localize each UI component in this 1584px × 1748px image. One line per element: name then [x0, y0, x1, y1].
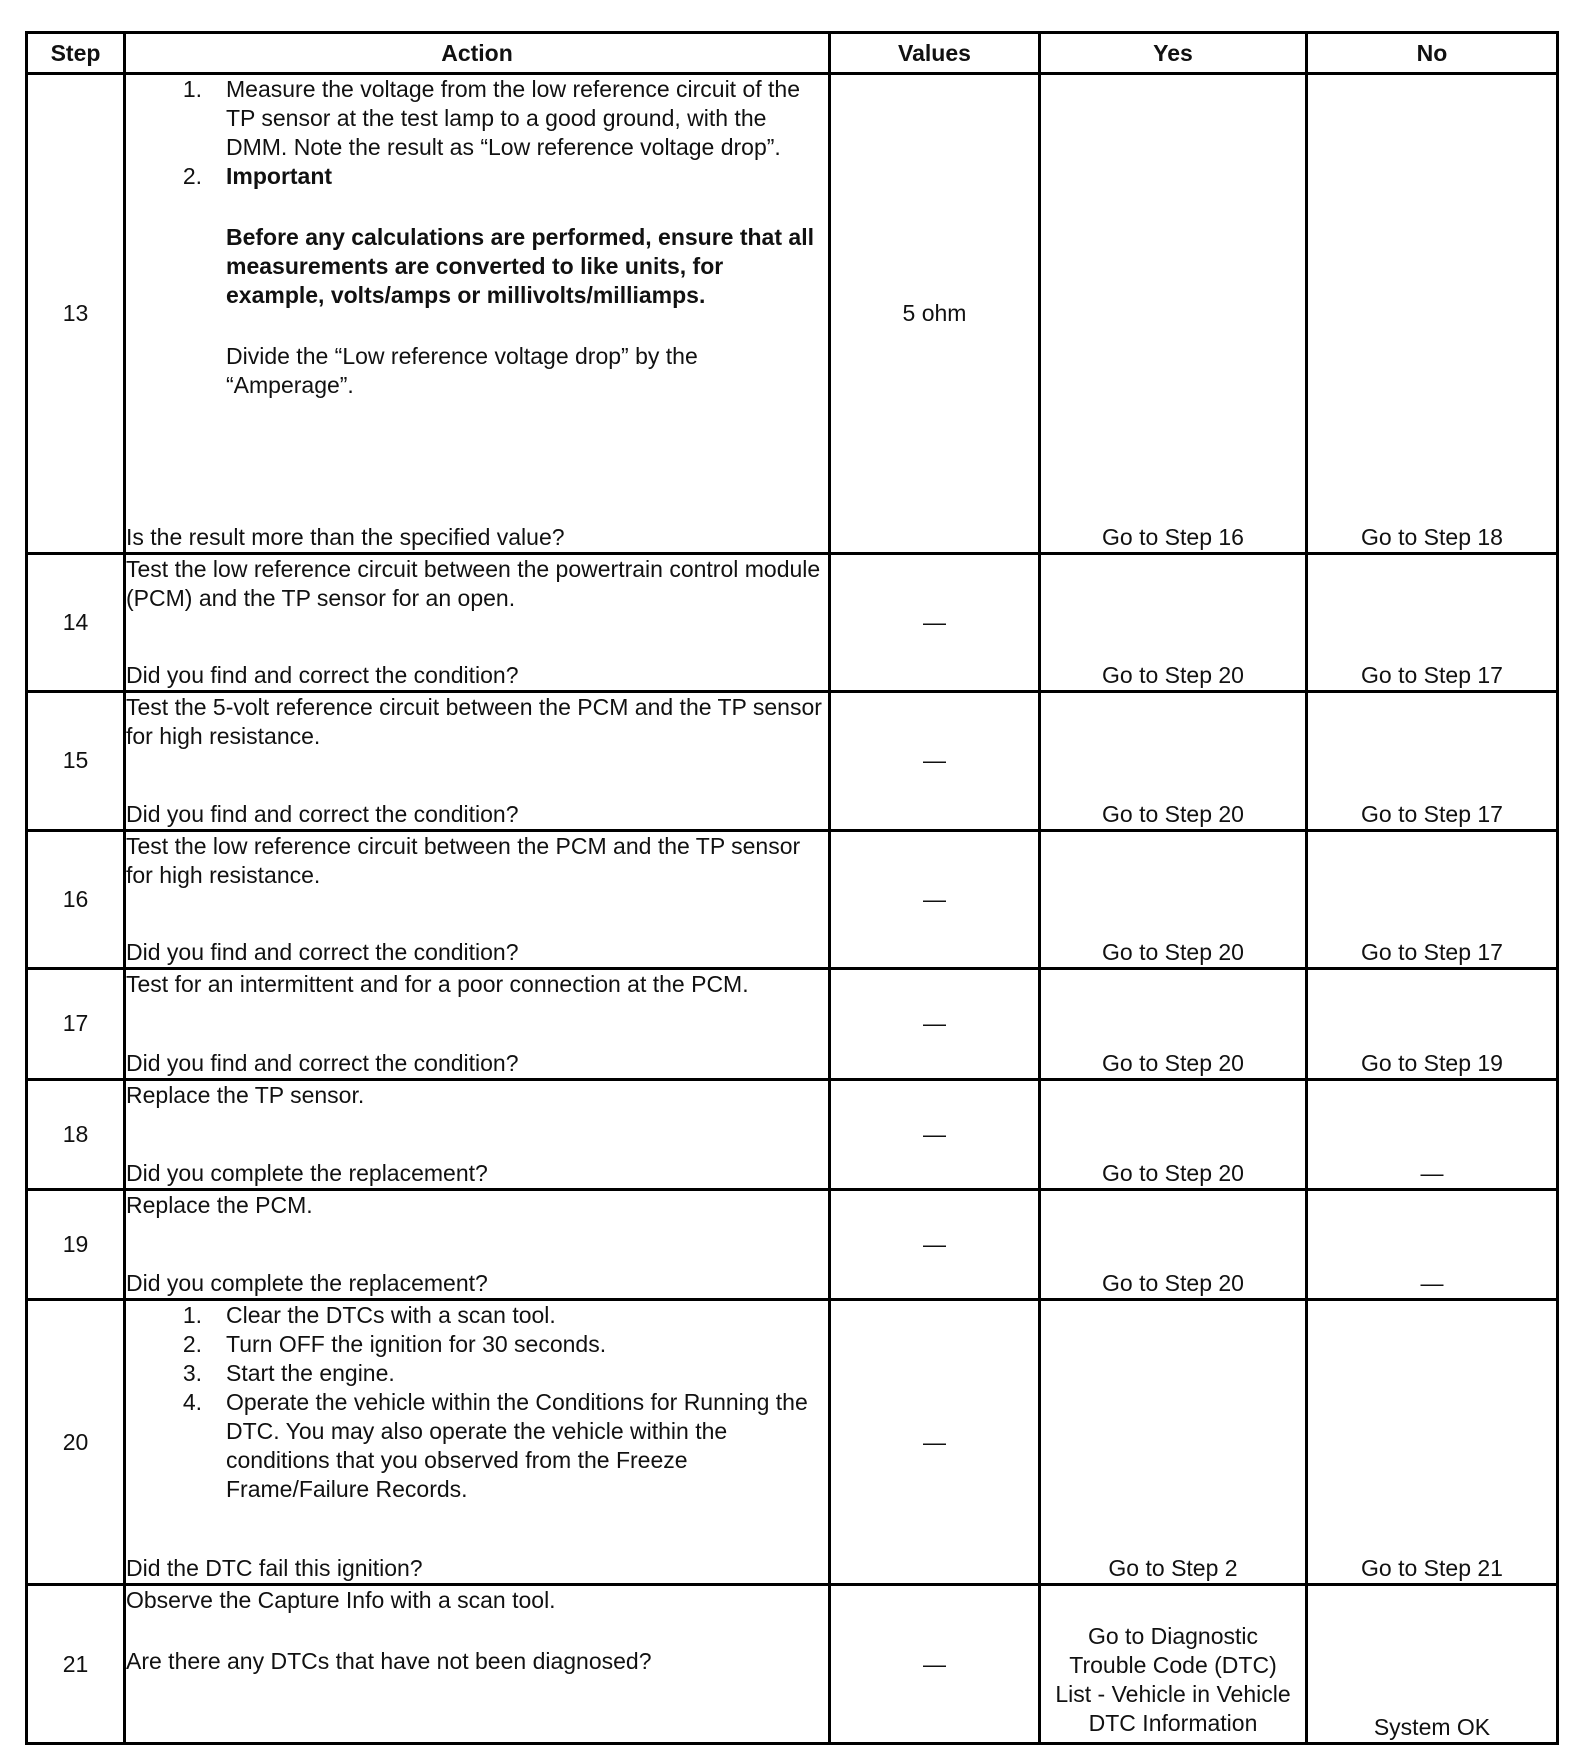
step-number: 21 — [27, 1585, 125, 1744]
action-text: Test the low reference circuit between the powertrain control module (PCM) and the TP sensor for an open. — [126, 555, 821, 611]
no-cell: Go to Step 19 — [1307, 969, 1558, 1079]
no-cell: Go to Step 17 — [1307, 692, 1558, 830]
action-question: Did you complete the replacement? — [126, 1270, 488, 1297]
value-cell: — — [830, 1300, 1040, 1585]
no-cell: Go to Step 21 — [1307, 1300, 1558, 1585]
step-number: 13 — [27, 74, 125, 554]
action-question: Is the result more than the specified value? — [126, 523, 565, 550]
list-item: 2. Turn OFF the ignition for 30 seconds. — [182, 1331, 607, 1358]
table-row — [27, 1079, 1558, 1189]
table-row — [27, 1300, 1558, 1585]
no-cell: Go to Step 18 — [1307, 74, 1558, 554]
yes-cell: Go to Step 20 — [1040, 1189, 1307, 1299]
yes-cell: Go to Step 20 — [1040, 1079, 1307, 1189]
step-number: 19 — [27, 1189, 125, 1299]
yes-cell: Go to Diagnostic Trouble Code (DTC) List - Vehicle in Vehicle DTC Information — [1040, 1585, 1307, 1744]
value-cell: — — [830, 1585, 1040, 1744]
diagnostic-table — [25, 31, 1559, 1745]
list-item: 3. Start the engine. — [182, 1360, 395, 1387]
value-cell: — — [830, 1189, 1040, 1299]
action-cell — [125, 1189, 830, 1299]
table-row — [27, 830, 1558, 968]
action-question: Did you find and correct the condition? — [126, 800, 519, 827]
action-text: Observe the Capture Info with a scan tool. — [126, 1587, 556, 1614]
action-question: Did the DTC fail this ignition? — [126, 1555, 423, 1582]
action-text: Test the 5-volt reference circuit between the PCM and the TP sensor for high resistance. — [126, 694, 822, 750]
yes-cell: Go to Step 20 — [1040, 969, 1307, 1079]
action-question: Did you find and correct the condition? — [126, 939, 519, 966]
table-row — [27, 1189, 1558, 1299]
value-cell: — — [830, 553, 1040, 691]
action-cell — [125, 1585, 830, 1744]
header-action: Action — [125, 33, 830, 74]
action-question: Did you find and correct the condition? — [126, 1049, 519, 1076]
action-question: Did you complete the replacement? — [126, 1159, 488, 1186]
action-list — [126, 1301, 828, 1504]
table-row — [27, 1585, 1558, 1744]
yes-cell: Go to Step 20 — [1040, 830, 1307, 968]
header-no: No — [1307, 33, 1558, 74]
yes-cell: Go to Step 20 — [1040, 692, 1307, 830]
action-cell — [125, 830, 830, 968]
action-text: Test for an intermittent and for a poor connection at the PCM. — [126, 971, 749, 998]
step-number: 15 — [27, 692, 125, 830]
action-cell — [125, 553, 830, 691]
no-cell: — — [1307, 1079, 1558, 1189]
action-list — [126, 75, 828, 191]
header-step: Step — [27, 33, 125, 74]
calculation-note: Divide the “Low reference voltage drop” by the “Amperage”. — [226, 343, 698, 398]
action-text: Replace the TP sensor. — [126, 1081, 365, 1108]
table-row — [27, 553, 1558, 691]
action-cell — [125, 74, 830, 554]
yes-cell: Go to Step 20 — [1040, 553, 1307, 691]
action-question: Did you find and correct the condition? — [126, 662, 519, 689]
important-note: Before any calculations are performed, ensure that all measurements are converted to like units, for example, volts/amps or millivolts/milliamps. — [226, 224, 814, 308]
no-cell: System OK — [1307, 1585, 1558, 1744]
list-item: 1. Measure the voltage from the low reference circuit of the TP sensor at the test lamp to a good ground, with the DMM. Note the result as “Low reference voltage drop”. — [182, 76, 801, 160]
value-cell: 5 ohm — [830, 74, 1040, 554]
yes-cell: Go to Step 16 — [1040, 74, 1307, 554]
step-number: 14 — [27, 553, 125, 691]
no-cell: — — [1307, 1189, 1558, 1299]
step-number: 20 — [27, 1300, 125, 1585]
action-text: Test the low reference circuit between the PCM and the TP sensor for high resistance. — [126, 832, 801, 888]
step-number: 17 — [27, 969, 125, 1079]
table-row — [27, 74, 1558, 554]
value-cell: — — [830, 1079, 1040, 1189]
table-row — [27, 692, 1558, 830]
header-values: Values — [830, 33, 1040, 74]
action-question: Are there any DTCs that have not been diagnosed? — [126, 1648, 652, 1675]
action-cell — [125, 692, 830, 830]
action-cell — [125, 969, 830, 1079]
step-number: 18 — [27, 1079, 125, 1189]
list-item: 1. Clear the DTCs with a scan tool. — [182, 1302, 556, 1329]
yes-cell: Go to Step 2 — [1040, 1300, 1307, 1585]
table-row — [27, 969, 1558, 1079]
action-cell — [125, 1079, 830, 1189]
step-number: 16 — [27, 830, 125, 968]
value-cell: — — [830, 969, 1040, 1079]
no-cell: Go to Step 17 — [1307, 553, 1558, 691]
header-yes: Yes — [1040, 33, 1307, 74]
header-row — [27, 33, 1558, 74]
action-cell — [125, 1300, 830, 1585]
list-item: 4. Operate the vehicle within the Conditions for Running the DTC. You may also operate the vehicle within the conditions that you observed from the Freeze Frame/Failure Records. — [182, 1389, 808, 1503]
value-cell: — — [830, 692, 1040, 830]
list-item: 2. Important — [182, 163, 333, 189]
action-text: Replace the PCM. — [126, 1191, 313, 1218]
no-cell: Go to Step 17 — [1307, 830, 1558, 968]
value-cell: — — [830, 830, 1040, 968]
